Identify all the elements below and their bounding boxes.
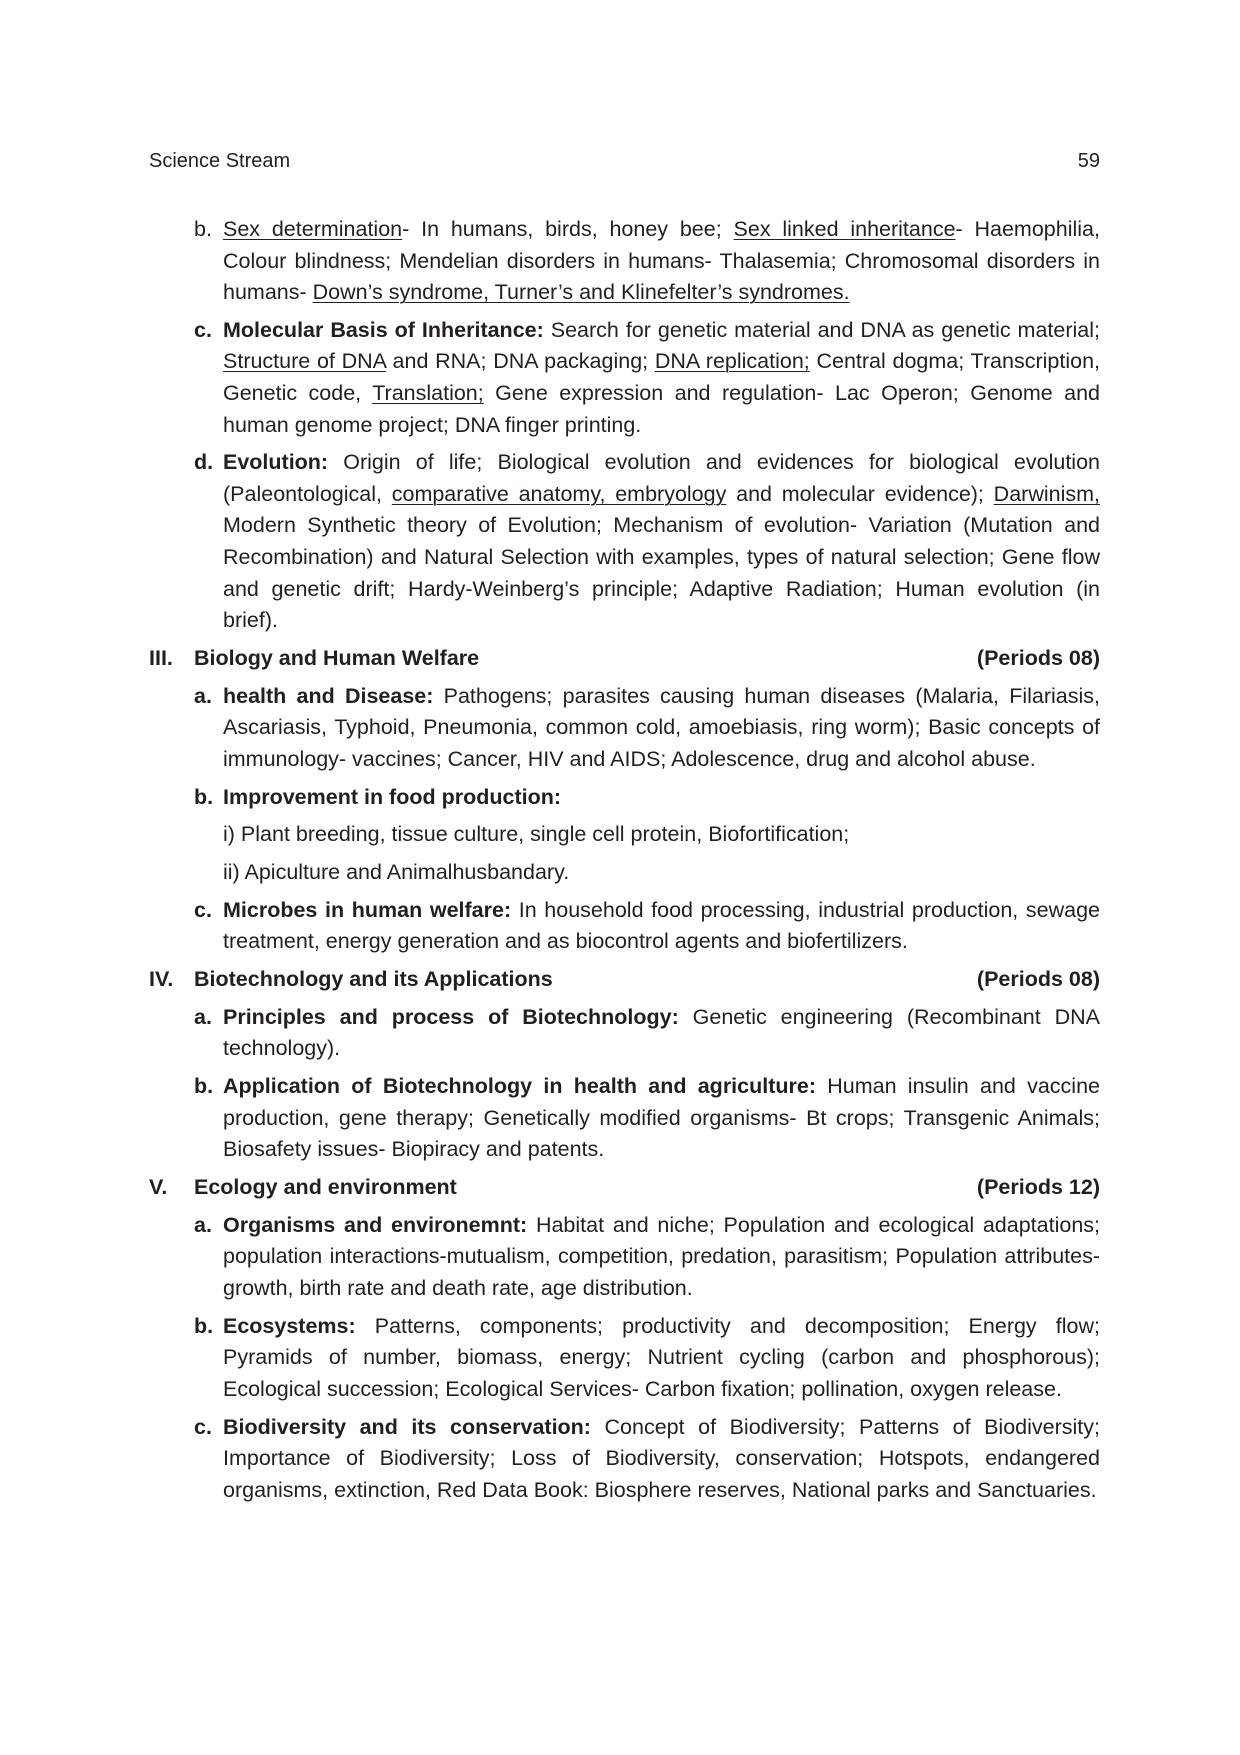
- underlined-text: DNA replication;: [654, 349, 810, 374]
- running-title: Science Stream: [149, 150, 291, 172]
- item-body: [223, 214, 1100, 309]
- sub-item: i) Plant breeding, tissue culture, single cell protein, Biofortification;: [223, 822, 850, 847]
- underlined-text: Structure of DNA: [223, 349, 386, 374]
- list-item: [149, 681, 1100, 776]
- list-item: [149, 782, 1100, 889]
- item-label: b.: [194, 1313, 214, 1338]
- item-text: [223, 1210, 1100, 1305]
- text-run: and RNA; DNA packaging;: [385, 349, 655, 374]
- item-label: b.: [194, 217, 212, 241]
- underlined-text: Sex linked inheritance: [733, 217, 956, 241]
- list-item: [149, 214, 1100, 309]
- item-body: [223, 1071, 1100, 1166]
- item-label: c.: [194, 897, 212, 922]
- syllabus-unit: [149, 1172, 1100, 1506]
- item-text: [223, 895, 1100, 958]
- item-label: d.: [194, 450, 214, 475]
- unit-numeral: V.: [149, 1175, 168, 1199]
- list-item: [149, 447, 1100, 636]
- text-run: Modern Synthetic theory of Evolution; Mechanism of evolution- Variation (Mutation and Recombination) and Natural Selection with examples, types of natural selection; Gene flow and genetic drift; Hardy-Weinberg’s principle; Adaptive Radiation; Human evolution (in brief).: [223, 513, 1100, 633]
- text-run: Search for genetic material and DNA as genetic material;: [550, 317, 1100, 342]
- item-heading: Molecular Basis of Inheritance:: [223, 317, 544, 342]
- text-run: - Haemophilia, Colour blindness; Mendelian disorders in humans- Thalasemia; Chromosomal disorders in humans-: [223, 217, 1100, 305]
- unit-periods: (Periods 08): [976, 645, 1100, 670]
- underlined-text: Sex determination: [223, 217, 403, 241]
- list-item: [149, 315, 1100, 441]
- item-body: [223, 447, 1100, 636]
- text-run: - In humans, birds, honey bee;: [402, 217, 734, 241]
- item-text: [223, 1071, 1100, 1166]
- item-label: b.: [194, 784, 214, 809]
- item-heading: Improvement in food production:: [223, 784, 562, 809]
- syllabus-content: [149, 214, 1100, 1506]
- item-body: [223, 895, 1100, 958]
- unit-heading: [149, 643, 1100, 675]
- item-heading: health and Disease:: [223, 683, 434, 708]
- unit-numeral: IV.: [149, 967, 174, 992]
- list-item: [149, 1210, 1100, 1305]
- text-run: Patterns, components; productivity and decomposition; Energy flow; Pyramids of number, biomass, energy; Nutrient cycling (carbon and phosphorous); Ecological succession; Ecological Services- Carbon fixation; pollination, oxygen release.: [223, 1313, 1100, 1401]
- unit-periods: (Periods 12): [976, 1175, 1100, 1199]
- text-run: Habitat and niche; Population and ecological adaptations; population interactions-mutualism, competition, predation, parasitism; Population attributes-growth, birth rate and death rate, age distribution.: [223, 1212, 1100, 1300]
- list-item: [149, 1412, 1100, 1507]
- unit-periods: (Periods 08): [976, 967, 1100, 992]
- item-heading: Ecosystems:: [223, 1313, 356, 1338]
- item-heading: Biodiversity and its conservation:: [223, 1414, 591, 1439]
- item-label: a.: [194, 1004, 212, 1029]
- page-number: 59: [1077, 150, 1100, 172]
- unit-heading: [149, 964, 1100, 996]
- item-label: c.: [194, 317, 212, 342]
- item-body: [223, 1311, 1100, 1406]
- running-header: [149, 145, 1100, 177]
- list-item: [149, 1071, 1100, 1166]
- item-body: [223, 782, 1100, 889]
- item-label: a.: [194, 1212, 212, 1237]
- text-run: Pathogens; parasites causing human diseases (Malaria, Filariasis, Ascariasis, Typhoid, Pneumonia, common cold, amoebiasis, ring worm); Basic concepts of immunology- vaccines; Cancer, HIV and AIDS; Adolescence, drug and alcohol abuse.: [223, 683, 1100, 771]
- item-text: [223, 681, 1100, 776]
- item-body: [223, 1002, 1100, 1065]
- text-run: Origin of life; Biological evolution and evidences for biological evolution (Paleontological,: [223, 450, 1100, 506]
- text-run: and molecular evidence);: [726, 481, 994, 506]
- item-label: c.: [194, 1414, 212, 1439]
- list-item: [149, 895, 1100, 958]
- item-heading: Principles and process of Biotechnology:: [223, 1004, 679, 1029]
- item-text: [223, 315, 1100, 441]
- item-body: [223, 1412, 1100, 1507]
- item-body: [223, 681, 1100, 776]
- syllabus-unit: [149, 964, 1100, 1166]
- item-text: [223, 782, 1100, 814]
- syllabus-unit: [149, 643, 1100, 958]
- item-body: [223, 315, 1100, 441]
- item-heading: Microbes in human welfare:: [223, 897, 512, 922]
- underlined-text: Darwinism,: [993, 481, 1100, 506]
- item-text: [223, 1311, 1100, 1406]
- item-heading: Application of Biotechnology in health and agriculture:: [223, 1074, 816, 1099]
- item-body: [223, 1210, 1100, 1305]
- list-item: [149, 1311, 1100, 1406]
- underlined-text: Down’s syndrome, Turner’s and Klinefelter’s syndromes.: [312, 280, 850, 305]
- unit-title: Biology and Human Welfare: [194, 645, 480, 670]
- item-label: b.: [194, 1074, 214, 1099]
- item-heading: Evolution:: [223, 450, 329, 475]
- item-label: a.: [194, 683, 212, 708]
- item-text: [223, 1002, 1100, 1065]
- unit-title: Biotechnology and its Applications: [194, 967, 553, 992]
- item-text: [223, 1412, 1100, 1507]
- text-run: In household food processing, industrial production, sewage treatment, energy generation and as biocontrol agents and biofertilizers.: [223, 897, 1100, 954]
- text-run: Human insulin and vaccine production, gene therapy; Genetically modified organisms- Bt crops; Transgenic Animals; Biosafety issues- Biopiracy and patents.: [223, 1074, 1100, 1162]
- unit-numeral: III.: [149, 645, 173, 670]
- text-run: Genetic engineering (Recombinant DNA technology).: [223, 1004, 1100, 1061]
- item-text: [223, 214, 1100, 309]
- text-run: Central dogma; Transcription, Genetic code,: [223, 349, 1100, 405]
- text-run: Concept of Biodiversity; Patterns of Biodiversity; Importance of Biodiversity; Loss of Biodiversity, conservation; Hotspots, endangered organisms, extinction, Red Data Book: Biosphere reserves, National parks and Sanctuaries.: [223, 1414, 1100, 1502]
- unit-heading: [149, 1172, 1100, 1204]
- item-text: [223, 447, 1100, 636]
- text-run: Gene expression and regulation- Lac Operon; Genome and human genome project; DNA finger printing.: [223, 381, 1100, 437]
- item-heading: Organisms and environemnt:: [223, 1212, 528, 1237]
- unit-title: Ecology and environment: [194, 1175, 457, 1199]
- list-item: [149, 1002, 1100, 1065]
- sub-item: ii) Apiculture and Animalhusbandary.: [223, 860, 570, 884]
- underlined-text: Translation;: [372, 381, 484, 405]
- underlined-text: comparative anatomy, embryology: [391, 481, 727, 506]
